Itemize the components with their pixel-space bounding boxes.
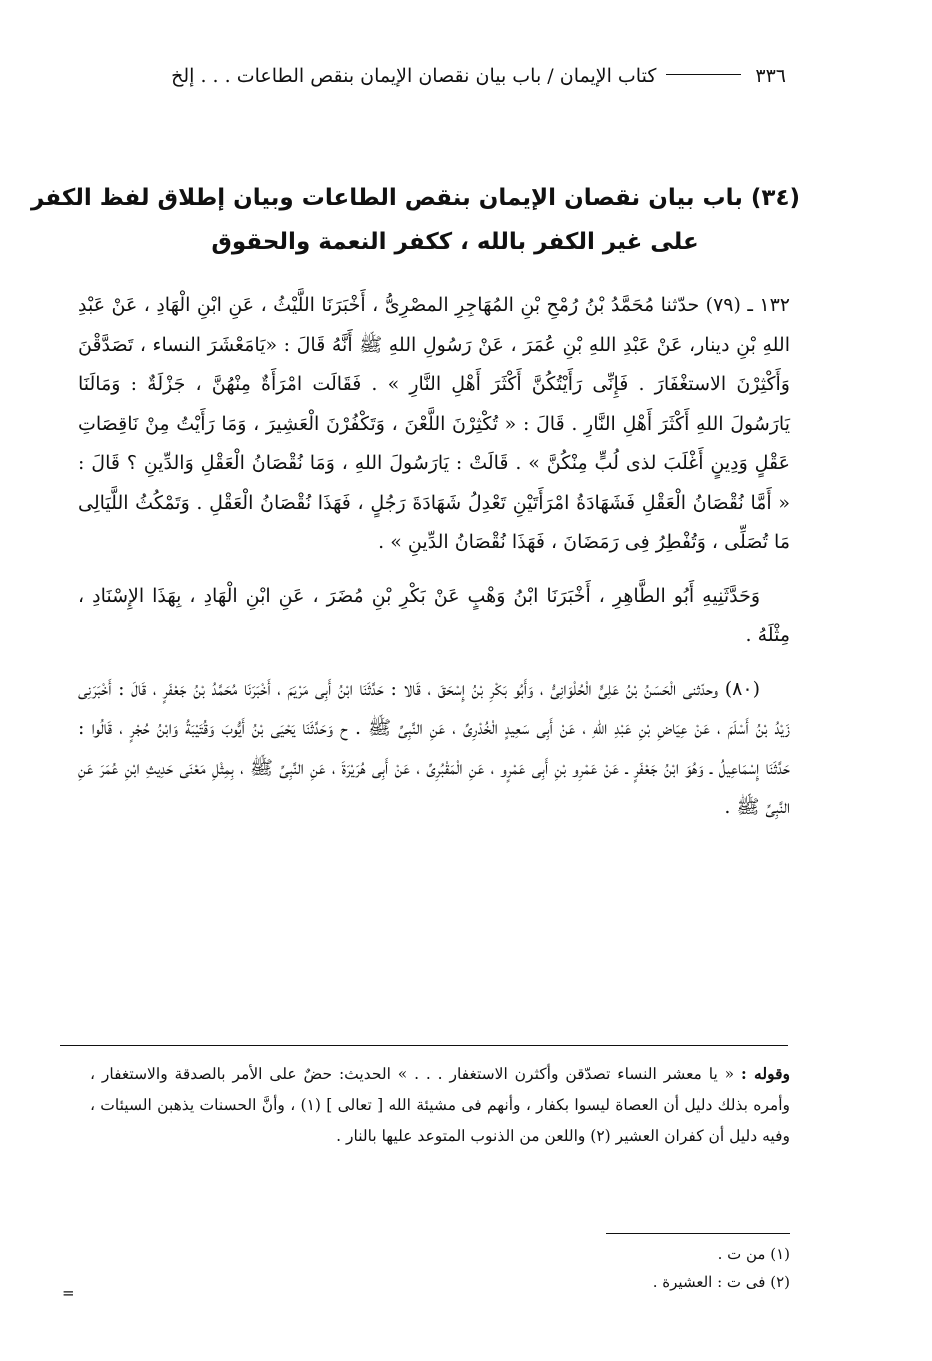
footnotes [500,1240,790,1296]
header-rule [666,74,741,75]
chain-paragraph: وَحَدَّثَنِيهِ أَبُو الطَّاهِرِ ، أَخْبَرَنَا ابْنُ وَهْبٍ عَنْ بَكْرِ بْنِ مُضَرَ ، عَنِ ابْنِ الْهَادِ ، بِهَذَا الإِسْنَادِ ، مِثْلَهُ . [78,584,790,646]
commentary-separator [60,1045,788,1046]
hadith-paragraph-132: ١٣٢ ـ (٧٩) حدّثنا مُحَمَّدُ بْنُ رُمْحِ بْنِ المُهَاجِرِ المصْرِىُّ ، أَخْبَرَنَا اللَّيْثُ ، عَنِ ابْنِ الْهَادِ ، عَنْ عَبْدِ اللهِ بْنِ دينار، عَنْ عَبْدِ اللهِ بْنِ عُمَرَ ، عَنْ رَسُولِ اللهِ ﷺ أَنَّهُ قَالَ : «يَامَعْشَرَ النساء ، تَصَدَّقْنَ وَأَكْثِرْنَ الاستغْفَارَ . فَإِنِّى رَأَيْتُكُنَّ أَكْثَرَ أَهْلِ النَّارِ » . فَقَالَت امْرَأَةٌ مِنْهُنَّ ، جَزْلَةٌ : وَمَالَنَا يَارَسُولَ اللهِ أَكْثَرَ أَهْلِ النَّارِ . قَالَ : « تُكْثِرْنَ اللَّعْنَ ، وَتَكْفُرْنَ الْعَشِيرَ ، وَمَا رَأَيْتُ مِنْ نَاقِصَاتِ عَقْلٍ وَدِينٍ أَغْلَبَ لذى لُبٍّ مِنْكُنَّ » . قَالَتْ : يَارَسُولَ اللهِ ، وَمَا نُقْصَانُ الْعَقْلِ وَالدِّينِ ؟ قَالَ : « أَمَّا نُقْصَانُ الْعَقْلِ فَشَهَادَةُ امْرَأَتَيْنِ تَعْدِلُ شَهَادَةَ رَجُلٍ ، فَهَذَا نُقْصَانُ الْعَقْلِ . وَتَمْكُثُ اللَّيَالِى مَا تُصَلِّى ، وَتُفْطِرُ فِى رَمَضَانَ ، فَهَذَا نُقْصَانُ الدِّينِ » . [78,294,790,553]
chapter-title-line-2: على غير الكفر بالله ، ككفر النعمة والحقوق [211,229,699,255]
commentary-block [90,1058,790,1152]
hadith-paragraph-80: (٨٠) وحدّثنى الْحَسَنُ بْنُ عَلِىٍّ الْحُلْوَانِىُّ ، وَأَبُو بَكْرِ بْنُ إِسْحَقَ ، قَالا : حَدَّثَنَا ابْنُ أَبِى مَرْيَمَ ، أَخْبَرَنَا مُحَمَّدُ بْنُ جَعْفَرٍ ، قَالَ : أَخْبَرَنِى زَيْدُ بْنُ أَسْلَمَ ، عَنْ عِيَاضِ بْنِ عَبْدِ اللهِ ، عَنْ أَبِى سَعِيدٍ الْخُدْرِىِّ ، عَنِ النَّبِىِّ ﷺ . ح وَحَدَّثَنَا يَحْيَى بْنُ أَيُّوبَ وَقُتَيْبَةُ وَابْنُ حُجْرٍ ، قَالُوا : حَدَّثَنَا إِسْمَاعِيلُ ـ وَهُوَ ابْنُ جَعْفَرٍ ـ عَنْ عَمْرِو بْنِ أَبِى عَمْرٍو ، عَنِ الْمَقْبُرِىِّ ، عَنْ أَبِى هُرَيْرَةَ ، عَنِ النَّبِىِّ ﷺ ، بِمِثْلِ مَعْنَى حَدِيثِ ابْنِ عُمَرَ عَنِ النَّبِىِّ ﷺ . [78,677,790,818]
footnote-1: (١) من ت . [717,1245,790,1263]
footnote-2: (٢) فى ت : العشيرة . [652,1273,790,1291]
running-title: كتاب الإيمان / باب بيان نقصان الإيمان بنقص الطاعات . . . إلخ [171,65,657,87]
running-header [20,58,786,94]
commentary-text: « يا معشر النساء تصدّقن وأكثرن الاستغفار . . . » الحديث: حضٌ على الأمر بالصدقة والاستغفار ، وأمره بذلك دليل أن العصاة ليسوا بكفار ، وأنهم فى مشيئة الله [ تعالى ] (١) ، وأنَّ الحسنات يذهبن السيئات ، وفيه دليل أن كفران العشير (٢) واللعن من الذنوب المتوعد عليها بالنار . [90,1065,790,1145]
chapter-title [30,176,800,264]
main-text [78,286,790,828]
commentary-lead: وقوله : [741,1064,790,1083]
page-continuation-mark: = [62,1284,75,1302]
footnotes-separator [606,1233,790,1234]
chapter-title-line-1: (٣٤) باب بيان نقصان الإيمان بنقص الطاعات وبيان إطلاق لفظ الكفر [30,185,800,211]
page-number: ٣٣٦ [755,65,786,87]
